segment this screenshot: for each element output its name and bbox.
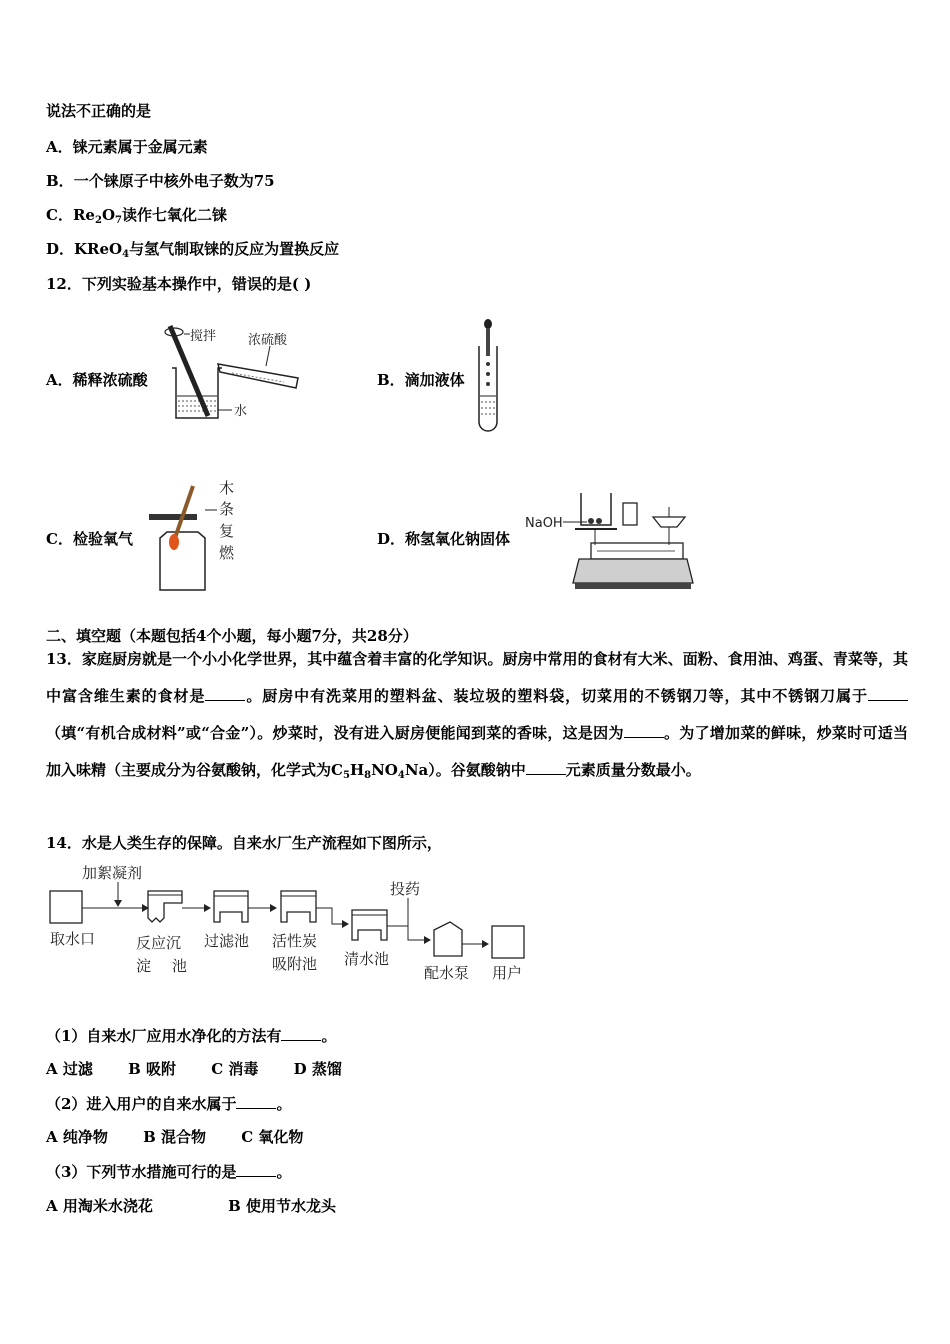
q14-sub3-stem: （3）下列节水措施可行的是 。 [46,1163,292,1181]
q14-stem: 14．水是人类生存的保障。自来水厂生产流程如下图所示， [46,834,442,852]
section2-title: 二、填空题（本题包括4个小题，每小题7分，共28分） [46,627,418,645]
q14-sub1-stem: （1）自来水厂应用水净化的方法有 。 [46,1027,337,1045]
q12-option-d-label: D．称氢氧化钠固体 [377,530,511,548]
dropper-test-tube-figure [468,318,508,433]
q13-blank-2[interactable] [868,686,908,701]
q14-sub1-option-b: B 吸附 [128,1060,177,1078]
clear-water-label: 清水池 [344,950,390,968]
water-plant-flow-diagram [46,860,536,985]
q14-sub3-option-b: B 使用节水龙头 [228,1197,337,1215]
splint-char-1: 木 [219,479,235,497]
q14-sub1-option-d: D 蒸馏 [293,1060,342,1078]
q12-option-b-label: B．滴加液体 [377,371,465,389]
q14-sub3-options [46,1196,336,1216]
q11-option-a: A．铼元素属于金属元素 [46,138,208,156]
sedimentation-label-2a: 淀 [136,957,152,975]
q11-option-d: D．KReO$_4$与氢气制取铼的反应为置换反应 [46,240,340,260]
stir-label: 搅拌 [190,329,217,344]
dosing-label: 投药 [390,880,421,898]
carbon-label-2: 吸附池 [272,955,318,973]
q14-sub2-options [46,1127,303,1147]
q14-sub2-blank[interactable] [236,1094,276,1109]
filter-label: 过滤池 [204,932,250,950]
q14-sub1-options [46,1059,342,1079]
q13-blank-1[interactable] [205,686,245,701]
q14-sub2-option-a: A 纯净物 [46,1128,108,1146]
q12-option-c-label: C．检验氧气 [46,530,133,548]
q11-option-b: B．一个铼原子中核外电子数为75 [46,172,275,190]
pump-label: 配水泵 [424,964,470,982]
splint-char-2: 条 [219,500,235,518]
splint-char-3: 复 [219,522,235,540]
oxygen-test-figure [145,478,245,596]
q14-sub1-option-a: A 过滤 [46,1060,93,1078]
q14-sub3-blank[interactable] [236,1162,276,1177]
q14-sub1-option-c: C 消毒 [211,1060,259,1078]
q13-blank-3[interactable] [624,723,664,738]
sedimentation-label-2b: 池 [172,957,188,975]
splint-char-4: 燃 [219,544,235,562]
q13-blank-4[interactable] [526,760,566,775]
balance-figure [525,485,695,595]
q11-option-c: C．$Re_2O_7$读作七氧化二铼 [46,206,227,226]
dilute-acid-figure [160,318,310,433]
q13-paragraph: 13．家庭厨房就是一个小小化学世界，其中蕴含着丰富的化学知识。厨房中常用的食材有大米、面粉、食用油、鸡蛋、青菜等，其中富含维生素的食材是 。厨房中有洗菜用的塑料盆、装垃圾的塑料袋，切菜用的不锈钢刀等，其中不锈钢刀属于（填“有机合成材料”或“合金”）。炒菜时，没有进入厨房便能闻到菜的香味，这是因为 。为了增加菜的鲜味，炒菜时可适当加入味精（主要成分为谷氨酸钠，化学式为$C_5H_8NO_4Na$）。谷氨酸钠中 元素质量分数最小。 [46,650,908,781]
intake-label: 取水口 [50,930,96,948]
acid-label: 浓硫酸 [248,333,288,348]
q14-sub2-stem: （2）进入用户的自来水属于 。 [46,1095,292,1113]
water-label: 水 [234,404,248,419]
q14-sub1-blank[interactable] [281,1026,321,1041]
q14-sub3-option-a: A 用淘米水浇花 [46,1197,153,1215]
q12-option-a-label: A．稀释浓硫酸 [46,371,148,389]
q11-stem-tail: 说法不正确的是 [46,102,152,120]
user-label: 用户 [492,964,523,982]
sedimentation-label-1: 反应沉 [136,934,182,952]
q14-sub2-option-b: B 混合物 [143,1128,207,1146]
naoh-label: NaOH [525,516,563,531]
q14-sub2-option-c: C 氧化物 [241,1128,304,1146]
q12-stem: 12．下列实验基本操作中，错误的是( ) [46,275,312,293]
carbon-label-1: 活性炭 [272,932,318,950]
coagulant-label: 加絮凝剂 [82,864,143,882]
